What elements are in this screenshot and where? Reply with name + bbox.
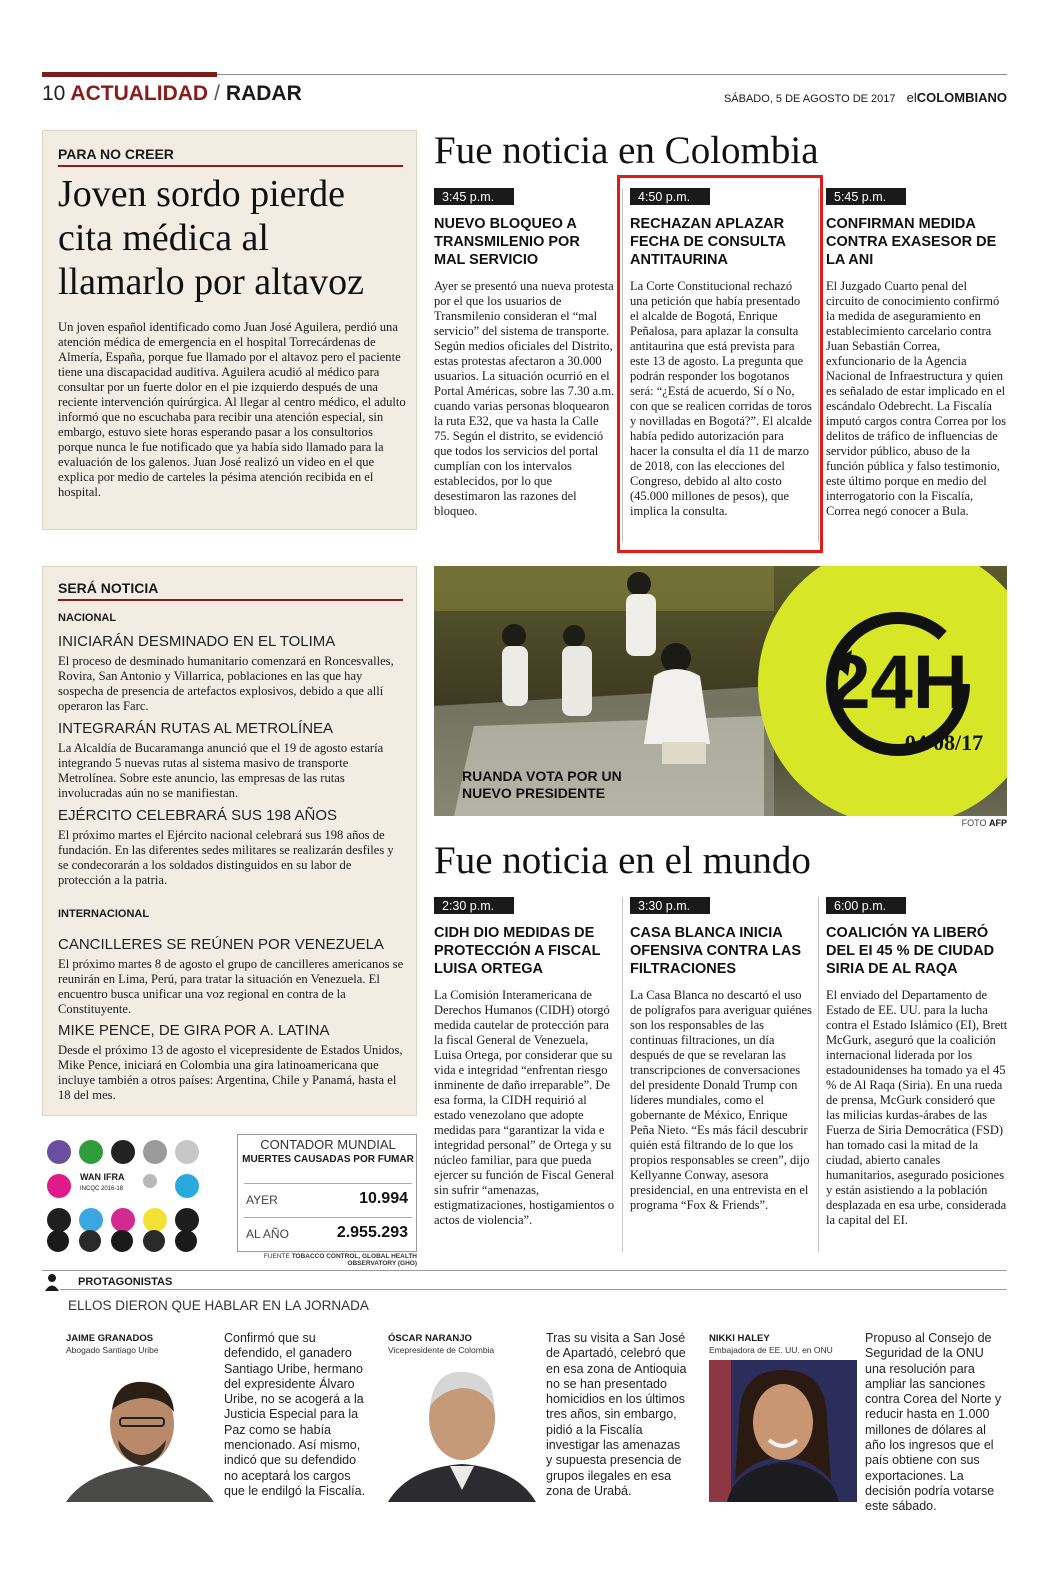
item-body: El proceso de desminado humanitario comenzará en Roncesvalles, Rovira, San Antonio y Villarrica, poblaciones en las que hay sospecha de presencia de artefactos explosivos, debido a que allí operaron las Farc. xyxy=(58,654,394,713)
story-time: 3:45 p.m. xyxy=(434,188,514,205)
para-no-creer-kicker: PARA NO CREER xyxy=(58,146,174,162)
photo-credit: FOTO AFP xyxy=(961,818,1007,828)
story-headline: CIDH DIO MEDIDAS DE PROTECCIÓN A FISCAL LUISA ORTEGA xyxy=(434,925,601,977)
para-no-creer-body: Un joven español identificado como Juan José Aguilera, perdió una atención médica de emergencia en el hospital Torrecárdenas de Almería, España, porque fue llamado por el altavoz pero el paciente tiene una discapacidad auditiva. Aguilera acudió al médico para consultar por un fuerte dolor en el pie izquierdo después de una reciente intervención quirúrgica. Al llegar al centro médico, el adulto informó que no escuchaba para recibir una atención especial, sin embargo, estuvo siete horas esperando pasar a los consultorios porque nunca le fue notificado que ya había sido llamado para la evaluación de los galenos. Juan José realizó un video en el que explica por medio de carteles la pésima atención recibida en el hospital. xyxy=(58,320,406,499)
counter-title: CONTADOR MUNDIAL xyxy=(260,1137,396,1152)
story-headline: CASA BLANCA INICIA OFENSIVA CONTRA LAS FILTRACIONES xyxy=(630,925,802,977)
subsection-name: RADAR xyxy=(225,82,302,105)
person-quote: Propuso al Consejo de Seguridad de la ONU una resolución para ampliar las sanciones contra Corea del Norte y reducir hasta en 1.000 millones de dólares al año los ingresos que el país obtiene con sus exportaciones. La decisión podría votarse este sábado. xyxy=(865,1331,1002,1514)
item-title: INICIARÁN DESMINADO EN EL TOLIMA xyxy=(58,633,336,650)
story-headline: CONFIRMAN MEDIDA CONTRA EXASESOR DE LA ANI xyxy=(826,216,997,268)
section-header: 10 ACTUALIDAD / RADAR xyxy=(42,82,302,105)
item-title: EJÉRCITO CELEBRARÁ SUS 198 AÑOS xyxy=(58,807,337,824)
story-body: El Juzgado Cuarto penal del circuito de conocimiento confirmó la medida de aseguramiento en establecimiento carcelario contra Juan Sebastián Correa, exfuncionario de la Agencia Nacional de Infraestructura y quien es señalado de estar implicado en el escándalo Odebrecht. La Fiscalía imputó cargos contra Correa por los delitos de tráfico de influencias de servidor público, abuso de la función pública y falso testimonio, este último porque en medio del interrogatorio con la Fiscalía, Correa negó conocer a Bula. xyxy=(826,279,1006,518)
kicker-rule xyxy=(58,599,403,601)
story-body: Ayer se presentó una nueva protesta por el que los usuarios de Transmilenio consideran el “mal servicio” del sistema de transporte. Según medios oficiales del Distrito, estas protestas afectaron a 30.000 usuarios. La situación ocurrió en el Portal Américas, sobre las 7.30 a.m. cuando varias personas bloquearon la ruta E32, que va hasta la Calle 75. Según el distrito, se evidenció que todos los servicios del portal cumplían con los intervalos establecidos, por lo que desestimaron las razones del bloqueo. xyxy=(434,279,615,518)
story-headline: RECHAZAN APLAZAR FECHA DE CONSULTA ANTITAURINA xyxy=(630,216,786,268)
highlight-frame xyxy=(617,175,823,553)
section-name: ACTUALIDAD xyxy=(70,82,209,105)
story-time: 2:30 p.m. xyxy=(434,897,514,914)
person-photo xyxy=(388,1360,536,1502)
counter-value: 10.994 xyxy=(359,1190,408,1207)
counter-source: FUENTE TOBACCO CONTROL, GLOBAL HEALTH OBSERVATORY (GHO) xyxy=(263,1253,417,1267)
person-photo xyxy=(66,1360,214,1502)
person-name: JAIME GRANADOS xyxy=(66,1333,154,1344)
protagonistas-rule xyxy=(60,1289,1007,1290)
person-role: Embajadora de EE. UU. en ONU xyxy=(709,1345,833,1355)
story-body: La Comisión Interamericana de Derechos Humanos (CIDH) otorgó medida cautelar de protección para la fiscal General de Venezuela, Luisa Ortega, por considerar que su vida e integridad “enfrentan riesgo inminente de daño irreparable”. De esa forma, la CIDH requirió al estado venezolano que adopte medidas para “garantizar la vida e integridad personal” de Ortega y su núcleo familiar, para que pueda ejercer su función de Fiscal General sin sufrir “amenazas, estigmatizaciones, hostigamientos o actos de violencia”. xyxy=(434,988,615,1227)
wan-ifra-logo: WAN IFRA INCQC 2016-18 xyxy=(80,1172,125,1192)
counter-label: AYER xyxy=(246,1193,278,1207)
header-rule xyxy=(217,74,1007,75)
person-quote: Tras su visita a San José de Apartadó, celebró que en esa zona de Antioquia no se han presentado homicidios en los últimos tres años, sin embargo, pidió a la Fiscalía investigar las amenazas y supuesta presencia de grupos ilegales en esa zona de Urabá. xyxy=(546,1331,687,1498)
brand-name: elCOLOMBIANO xyxy=(906,90,1007,105)
counter-label: AL AÑO xyxy=(246,1227,289,1241)
story-headline: NUEVO BLOQUEO A TRANSMILENIO POR MAL SERVICIO xyxy=(434,216,580,268)
item-body: El próximo martes el Ejército nacional celebrará sus 198 años de fundación. En las diferentes sedes militares se realizarán desfiles y se condecorarán a los soldados distinguidos en su labor de protección a la patria. xyxy=(58,828,394,887)
item-title: CANCILLERES SE REÚNEN POR VENEZUELA xyxy=(58,936,384,953)
sera-noticia-kicker: SERÁ NOTICIA xyxy=(58,580,159,596)
logo-text: 24H xyxy=(828,640,968,725)
story-time: 3:30 p.m. xyxy=(630,897,710,914)
item-body: La Alcaldía de Bucaramanga anunció que el 19 de agosto estaría integrando 5 nuevas rutas al sistema masivo de transporte Metrolínea. Sobre este anuncio, las empresas de las rutas involucradas aún no se manifiestan. xyxy=(58,741,384,800)
story-time: 5:45 p.m. xyxy=(826,188,906,205)
mundo-heading: Fue noticia en el mundo xyxy=(434,839,811,882)
para-no-creer-title: Joven sordo pierde cita médica al llamarlo por altavoz xyxy=(58,173,364,303)
person-role: Vicepresidente de Colombia xyxy=(388,1345,495,1355)
person-name: ÓSCAR NARANJO xyxy=(388,1333,472,1344)
logo-date: 04/08/17 xyxy=(904,730,984,755)
story-body: El enviado del Departamento de Estado de EE. UU. para la lucha contra el Estado Islámico (EI), Brett McGurk, aseguró que la coalición internacional liderada por los estadounidenses ha tomado ya el 45 % de Al Raqa (Siria). En una rueda de prensa, McGurk consideró que las milicias kurdas-árabes de las Fuerza de Siria Democrática (FSD) han tomado casi la mitad de la ciudad, abierto canales humanitarios, asegurado posiciones y están asistiendo a la población desplazada en esa urbe, considerada la capital del EI. xyxy=(826,988,1008,1227)
story-time: 6:00 p.m. xyxy=(826,897,906,914)
person-icon xyxy=(44,1273,60,1291)
counter-subtitle: MUERTES CAUSADAS POR FUMAR xyxy=(242,1154,414,1165)
story-headline: COALICIÓN YA LIBERÓ DEL EI 45 % DE CIUDAD SIRIA DE AL RAQA xyxy=(826,925,995,977)
world-counter xyxy=(237,1134,417,1252)
24h-logo xyxy=(758,566,1007,816)
kicker-rule xyxy=(58,165,403,167)
person-role: Abogado Santiago Uribe xyxy=(66,1345,159,1355)
header-meta xyxy=(724,90,1007,105)
protagonistas-subtitle: ELLOS DIERON QUE HABLAR EN LA JORNADA xyxy=(68,1298,369,1313)
item-body: Desde el próximo 13 de agosto el vicepresidente de Estados Unidos, Mike Pence, iniciará en Colombia una gira latinoamericana que incluye también a otros países: Argentina, Chile y Panamá, hasta el 18 del mes. xyxy=(58,1043,403,1102)
internacional-label: INTERNACIONAL xyxy=(58,908,150,920)
counter-value: 2.955.293 xyxy=(336,1224,408,1241)
color-quality-target xyxy=(42,1134,222,1254)
person-quote: Confirmó que su defendido, el ganadero Santiago Uribe, hermano del expresidente Álvaro Uribe, no se acogerá a la Justicia Especial para la Paz como se había mencionado. Así mismo, indicó que su defendido no aceptará los cargos que le endilgó la Fiscalía. xyxy=(224,1331,366,1498)
item-body: El próximo martes 8 de agosto el grupo de cancilleres americanos se reunirán en Lima, Perú, para tratar la situación en Venezuela. El encuentro busca unificar una voz regional en contra de la Constituyente. xyxy=(58,957,404,1016)
nacional-label: NACIONAL xyxy=(58,612,117,624)
column-divider xyxy=(622,897,623,1252)
photo-caption: RUANDA VOTA POR UN NUEVO PRESIDENTE xyxy=(462,768,622,801)
counter-divider xyxy=(244,1183,412,1184)
page-number: 10 xyxy=(42,82,66,105)
header-accent-rule xyxy=(42,72,217,77)
story-body: La Corte Constitucional rechazó una petición que había presentado el alcalde de Bogotá, Enrique Peñalosa, para aplazar la consulta antitaurina que está prevista para este 13 de agosto. La pregunta que podrán responder los bogotanos será: “¿Está de acuerdo, Sí o No, con que se realicen corridas de toros y novilladas en Bogotá?”. El alcalde había pedido autorización para hacer la consulta el día 11 de marzo de 2018, con las elecciones del Congreso, debido al alto costo (45.000 millones de pesos), que implica la consulta. xyxy=(630,279,812,518)
person-photo xyxy=(709,1360,857,1502)
protagonistas-kicker: PROTAGONISTAS xyxy=(78,1276,173,1288)
person-name: NIKKI HALEY xyxy=(709,1333,770,1344)
counter-divider xyxy=(244,1217,412,1218)
story-time: 4:50 p.m. xyxy=(630,188,710,205)
section-divider xyxy=(42,1270,1007,1271)
item-title: MIKE PENCE, DE GIRA POR A. LATINA xyxy=(58,1022,330,1039)
column-divider xyxy=(818,897,819,1252)
item-title: INTEGRARÁN RUTAS AL METROLÍNEA xyxy=(58,720,334,737)
issue-date: SÁBADO, 5 DE AGOSTO DE 2017 xyxy=(723,93,896,105)
story-body: La Casa Blanca no descartó el uso de polígrafos para averiguar quiénes son los responsables de las continuas filtraciones, un día después de que se revelaran las transcripciones de conversaciones del presidente Donald Trump con líderes mundiales, como el gobernante de México, Enrique Peña Nieto. “Es más fácil descubrir quién está filtrando de lo que los propios responsables se creen”, dijo Kellyanne Conway, asesora presidencial, en una entrevista en el programa “Fox & Friends”. xyxy=(630,988,812,1212)
colombia-heading: Fue noticia en Colombia xyxy=(434,129,819,172)
